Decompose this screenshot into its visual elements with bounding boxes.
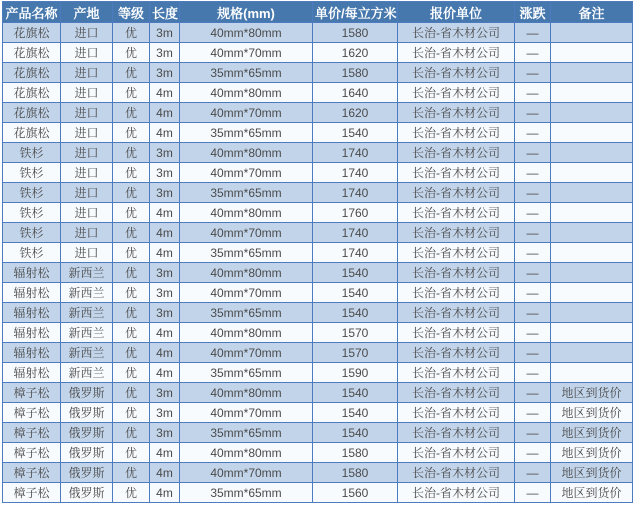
cell-price: 1540	[313, 303, 398, 323]
cell-quoter: 长治-省木材公司	[398, 23, 515, 43]
table-body	[3, 23, 633, 503]
cell-length: 3m	[150, 263, 180, 283]
cell-grade: 优	[113, 103, 150, 123]
cell-length: 3m	[150, 303, 180, 323]
cell-change: —	[515, 263, 551, 283]
cell-grade: 优	[113, 223, 150, 243]
cell-product-name: 铁杉	[3, 203, 61, 223]
cell-product-name: 樟子松	[3, 443, 61, 463]
cell-spec: 40mm*80mm	[180, 263, 313, 283]
cell-spec: 40mm*70mm	[180, 403, 313, 423]
cell-origin: 俄罗斯	[61, 383, 113, 403]
cell-product-name: 铁杉	[3, 243, 61, 263]
cell-change: —	[515, 103, 551, 123]
column-header-product-name: 产品名称	[3, 2, 61, 23]
cell-remark	[551, 303, 633, 323]
table-row	[3, 263, 633, 283]
cell-spec: 40mm*70mm	[180, 343, 313, 363]
cell-quoter: 长治-省木材公司	[398, 343, 515, 363]
cell-grade: 优	[113, 423, 150, 443]
cell-price: 1740	[313, 183, 398, 203]
cell-grade: 优	[113, 83, 150, 103]
cell-product-name: 花旗松	[3, 123, 61, 143]
cell-spec: 35mm*65mm	[180, 363, 313, 383]
cell-length: 4m	[150, 83, 180, 103]
cell-remark	[551, 323, 633, 343]
cell-remark	[551, 103, 633, 123]
cell-product-name: 花旗松	[3, 83, 61, 103]
cell-change: —	[515, 323, 551, 343]
cell-length: 3m	[150, 383, 180, 403]
cell-length: 3m	[150, 43, 180, 63]
cell-grade: 优	[113, 303, 150, 323]
cell-grade: 优	[113, 63, 150, 83]
cell-price: 1620	[313, 43, 398, 63]
cell-product-name: 辐射松	[3, 283, 61, 303]
cell-quoter: 长治-省木材公司	[398, 163, 515, 183]
cell-price: 1580	[313, 463, 398, 483]
cell-product-name: 花旗松	[3, 43, 61, 63]
cell-length: 4m	[150, 483, 180, 503]
cell-spec: 35mm*65mm	[180, 123, 313, 143]
cell-remark	[551, 223, 633, 243]
cell-origin: 新西兰	[61, 343, 113, 363]
cell-price: 1570	[313, 323, 398, 343]
table-row	[3, 23, 633, 43]
cell-change: —	[515, 123, 551, 143]
cell-product-name: 樟子松	[3, 483, 61, 503]
cell-product-name: 铁杉	[3, 223, 61, 243]
cell-quoter: 长治-省木材公司	[398, 323, 515, 343]
cell-length: 4m	[150, 103, 180, 123]
cell-spec: 40mm*70mm	[180, 463, 313, 483]
cell-origin: 进口	[61, 23, 113, 43]
cell-change: —	[515, 483, 551, 503]
cell-grade: 优	[113, 143, 150, 163]
cell-origin: 进口	[61, 63, 113, 83]
cell-spec: 35mm*65mm	[180, 63, 313, 83]
cell-product-name: 樟子松	[3, 383, 61, 403]
cell-length: 3m	[150, 423, 180, 443]
column-header-remark: 备注	[551, 2, 633, 23]
cell-origin: 新西兰	[61, 303, 113, 323]
cell-quoter: 长治-省木材公司	[398, 223, 515, 243]
cell-change: —	[515, 463, 551, 483]
cell-grade: 优	[113, 483, 150, 503]
table-row	[3, 463, 633, 483]
cell-change: —	[515, 43, 551, 63]
cell-spec: 40mm*70mm	[180, 163, 313, 183]
table-row	[3, 163, 633, 183]
cell-length: 4m	[150, 323, 180, 343]
cell-spec: 40mm*80mm	[180, 83, 313, 103]
cell-grade: 优	[113, 383, 150, 403]
cell-change: —	[515, 203, 551, 223]
cell-spec: 40mm*80mm	[180, 143, 313, 163]
cell-change: —	[515, 383, 551, 403]
cell-change: —	[515, 243, 551, 263]
cell-length: 3m	[150, 403, 180, 423]
cell-quoter: 长治-省木材公司	[398, 123, 515, 143]
cell-remark	[551, 203, 633, 223]
cell-spec: 40mm*80mm	[180, 203, 313, 223]
cell-remark	[551, 363, 633, 383]
cell-spec: 40mm*70mm	[180, 103, 313, 123]
table-row	[3, 383, 633, 403]
cell-origin: 进口	[61, 123, 113, 143]
cell-grade: 优	[113, 403, 150, 423]
cell-spec: 35mm*65mm	[180, 423, 313, 443]
cell-remark	[551, 163, 633, 183]
cell-remark	[551, 243, 633, 263]
cell-remark	[551, 263, 633, 283]
cell-grade: 优	[113, 163, 150, 183]
table-row	[3, 103, 633, 123]
table-row	[3, 203, 633, 223]
cell-origin: 新西兰	[61, 283, 113, 303]
table-row	[3, 143, 633, 163]
cell-quoter: 长治-省木材公司	[398, 283, 515, 303]
wood-price-table	[2, 1, 633, 503]
cell-quoter: 长治-省木材公司	[398, 243, 515, 263]
table-row	[3, 183, 633, 203]
cell-remark	[551, 343, 633, 363]
cell-spec: 40mm*80mm	[180, 383, 313, 403]
cell-length: 4m	[150, 123, 180, 143]
cell-origin: 进口	[61, 183, 113, 203]
cell-remark	[551, 123, 633, 143]
cell-change: —	[515, 423, 551, 443]
cell-length: 4m	[150, 363, 180, 383]
cell-grade: 优	[113, 443, 150, 463]
cell-remark: 地区到货价	[551, 463, 633, 483]
cell-quoter: 长治-省木材公司	[398, 483, 515, 503]
cell-origin: 俄罗斯	[61, 423, 113, 443]
cell-length: 4m	[150, 463, 180, 483]
cell-price: 1570	[313, 343, 398, 363]
cell-grade: 优	[113, 183, 150, 203]
cell-origin: 俄罗斯	[61, 483, 113, 503]
cell-quoter: 长治-省木材公司	[398, 63, 515, 83]
cell-quoter: 长治-省木材公司	[398, 183, 515, 203]
cell-length: 3m	[150, 143, 180, 163]
cell-change: —	[515, 303, 551, 323]
cell-price: 1740	[313, 243, 398, 263]
cell-remark: 地区到货价	[551, 443, 633, 463]
cell-length: 4m	[150, 243, 180, 263]
cell-origin: 新西兰	[61, 263, 113, 283]
cell-price: 1540	[313, 423, 398, 443]
cell-product-name: 铁杉	[3, 183, 61, 203]
column-header-length: 长度	[150, 2, 180, 23]
cell-quoter: 长治-省木材公司	[398, 383, 515, 403]
cell-grade: 优	[113, 203, 150, 223]
cell-origin: 俄罗斯	[61, 463, 113, 483]
cell-product-name: 樟子松	[3, 403, 61, 423]
table-row	[3, 63, 633, 83]
cell-length: 3m	[150, 283, 180, 303]
table-row	[3, 243, 633, 263]
column-header-price: 单价/每立方米	[313, 2, 398, 23]
cell-price: 1540	[313, 403, 398, 423]
cell-origin: 进口	[61, 43, 113, 63]
cell-origin: 进口	[61, 163, 113, 183]
table-row	[3, 43, 633, 63]
cell-price: 1580	[313, 23, 398, 43]
cell-change: —	[515, 443, 551, 463]
cell-price: 1590	[313, 363, 398, 383]
table-row	[3, 123, 633, 143]
cell-length: 3m	[150, 63, 180, 83]
table-row	[3, 403, 633, 423]
cell-price: 1540	[313, 283, 398, 303]
header-row	[3, 2, 633, 23]
cell-quoter: 长治-省木材公司	[398, 303, 515, 323]
cell-spec: 40mm*70mm	[180, 223, 313, 243]
cell-quoter: 长治-省木材公司	[398, 443, 515, 463]
cell-spec: 40mm*80mm	[180, 443, 313, 463]
cell-price: 1740	[313, 223, 398, 243]
cell-remark	[551, 283, 633, 303]
table-row	[3, 223, 633, 243]
cell-origin: 新西兰	[61, 323, 113, 343]
table-row	[3, 343, 633, 363]
cell-quoter: 长治-省木材公司	[398, 83, 515, 103]
cell-quoter: 长治-省木材公司	[398, 423, 515, 443]
cell-change: —	[515, 23, 551, 43]
cell-length: 4m	[150, 223, 180, 243]
cell-origin: 俄罗斯	[61, 443, 113, 463]
cell-origin: 新西兰	[61, 363, 113, 383]
cell-price: 1540	[313, 123, 398, 143]
cell-quoter: 长治-省木材公司	[398, 203, 515, 223]
cell-remark	[551, 63, 633, 83]
cell-change: —	[515, 143, 551, 163]
cell-quoter: 长治-省木材公司	[398, 263, 515, 283]
cell-grade: 优	[113, 123, 150, 143]
cell-remark: 地区到货价	[551, 383, 633, 403]
cell-change: —	[515, 403, 551, 423]
column-header-grade: 等级	[113, 2, 150, 23]
cell-length: 4m	[150, 203, 180, 223]
cell-grade: 优	[113, 343, 150, 363]
cell-quoter: 长治-省木材公司	[398, 403, 515, 423]
cell-spec: 40mm*70mm	[180, 43, 313, 63]
cell-price: 1580	[313, 63, 398, 83]
cell-price: 1560	[313, 483, 398, 503]
cell-product-name: 樟子松	[3, 463, 61, 483]
cell-grade: 优	[113, 363, 150, 383]
column-header-quoter: 报价单位	[398, 2, 515, 23]
cell-remark: 地区到货价	[551, 403, 633, 423]
table-row	[3, 423, 633, 443]
cell-product-name: 铁杉	[3, 143, 61, 163]
cell-remark	[551, 183, 633, 203]
cell-origin: 俄罗斯	[61, 403, 113, 423]
cell-spec: 40mm*80mm	[180, 23, 313, 43]
cell-length: 4m	[150, 343, 180, 363]
cell-product-name: 花旗松	[3, 103, 61, 123]
cell-origin: 进口	[61, 103, 113, 123]
column-header-change: 涨跌	[515, 2, 551, 23]
cell-change: —	[515, 183, 551, 203]
cell-change: —	[515, 163, 551, 183]
cell-change: —	[515, 63, 551, 83]
cell-origin: 进口	[61, 143, 113, 163]
cell-quoter: 长治-省木材公司	[398, 43, 515, 63]
cell-quoter: 长治-省木材公司	[398, 103, 515, 123]
cell-change: —	[515, 343, 551, 363]
cell-spec: 35mm*65mm	[180, 303, 313, 323]
table-row	[3, 483, 633, 503]
cell-change: —	[515, 363, 551, 383]
cell-quoter: 长治-省木材公司	[398, 463, 515, 483]
cell-price: 1760	[313, 203, 398, 223]
column-header-spec: 规格(mm)	[180, 2, 313, 23]
cell-grade: 优	[113, 243, 150, 263]
cell-quoter: 长治-省木材公司	[398, 363, 515, 383]
table-row	[3, 303, 633, 323]
cell-price: 1540	[313, 383, 398, 403]
cell-origin: 进口	[61, 83, 113, 103]
cell-spec: 40mm*80mm	[180, 323, 313, 343]
cell-grade: 优	[113, 263, 150, 283]
cell-remark	[551, 23, 633, 43]
cell-change: —	[515, 283, 551, 303]
cell-length: 3m	[150, 163, 180, 183]
cell-remark	[551, 43, 633, 63]
cell-change: —	[515, 223, 551, 243]
cell-product-name: 樟子松	[3, 423, 61, 443]
cell-price: 1640	[313, 83, 398, 103]
cell-product-name: 辐射松	[3, 343, 61, 363]
cell-remark	[551, 83, 633, 103]
cell-product-name: 铁杉	[3, 163, 61, 183]
cell-product-name: 花旗松	[3, 63, 61, 83]
cell-price: 1620	[313, 103, 398, 123]
cell-origin: 进口	[61, 223, 113, 243]
cell-grade: 优	[113, 283, 150, 303]
cell-remark: 地区到货价	[551, 483, 633, 503]
cell-spec: 35mm*65mm	[180, 183, 313, 203]
cell-product-name: 辐射松	[3, 303, 61, 323]
table-header	[3, 2, 633, 23]
cell-spec: 40mm*70mm	[180, 283, 313, 303]
table-row	[3, 363, 633, 383]
cell-remark: 地区到货价	[551, 423, 633, 443]
table-row	[3, 323, 633, 343]
column-header-origin: 产地	[61, 2, 113, 23]
cell-grade: 优	[113, 43, 150, 63]
cell-price: 1580	[313, 443, 398, 463]
cell-quoter: 长治-省木材公司	[398, 143, 515, 163]
cell-product-name: 辐射松	[3, 323, 61, 343]
cell-spec: 35mm*65mm	[180, 243, 313, 263]
table-row	[3, 283, 633, 303]
cell-grade: 优	[113, 323, 150, 343]
cell-price: 1740	[313, 163, 398, 183]
cell-change: —	[515, 83, 551, 103]
cell-grade: 优	[113, 463, 150, 483]
cell-remark	[551, 143, 633, 163]
table-row	[3, 443, 633, 463]
cell-grade: 优	[113, 23, 150, 43]
cell-product-name: 辐射松	[3, 263, 61, 283]
cell-origin: 进口	[61, 203, 113, 223]
cell-product-name: 花旗松	[3, 23, 61, 43]
table-row	[3, 83, 633, 103]
cell-product-name: 辐射松	[3, 363, 61, 383]
cell-price: 1540	[313, 263, 398, 283]
cell-origin: 进口	[61, 243, 113, 263]
cell-length: 4m	[150, 443, 180, 463]
cell-spec: 35mm*65mm	[180, 483, 313, 503]
cell-price: 1740	[313, 143, 398, 163]
cell-length: 3m	[150, 23, 180, 43]
cell-length: 3m	[150, 183, 180, 203]
